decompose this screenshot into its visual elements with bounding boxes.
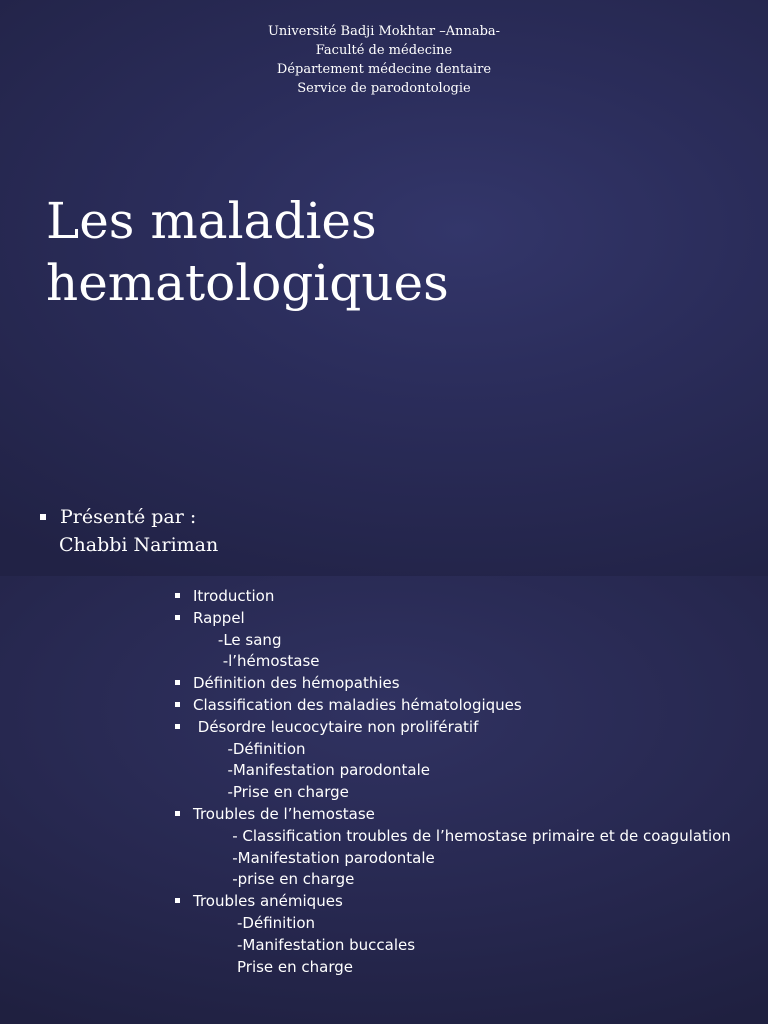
outline-subitem — [175, 651, 755, 673]
outline-subitem — [175, 630, 755, 652]
outline-item — [175, 586, 755, 608]
outline-item-text: Prise en charge — [237, 957, 354, 976]
outline-item-text: -Définition — [237, 913, 316, 932]
outline-item — [175, 891, 755, 913]
outline-subitem — [175, 782, 755, 804]
indent-space — [175, 761, 227, 779]
service-name: Service de parodontologie — [297, 81, 471, 96]
square-bullet-icon — [40, 514, 46, 520]
outline-item-text: Troubles anémiques — [193, 892, 343, 911]
outline-subitem — [175, 869, 755, 891]
indent-space — [175, 870, 232, 888]
indent-space — [175, 783, 227, 801]
outline-item-text: Rappel — [193, 608, 245, 627]
outline-subitem — [175, 739, 755, 761]
outline-item — [175, 717, 755, 739]
outline-item — [175, 804, 755, 826]
outline-item-text: - Classification troubles de l’hemostase primaire et de coagulation — [232, 826, 731, 845]
department-name: Département médecine dentaire — [276, 62, 492, 77]
outline-subitem — [175, 848, 755, 870]
outline-subitem — [175, 826, 755, 848]
indent-space — [175, 958, 237, 976]
title-line-1: Les maladies — [46, 192, 377, 250]
outline-item-text: Classification des maladies hématologiques — [193, 695, 522, 714]
outline-item — [175, 673, 755, 695]
outline-item — [175, 695, 755, 717]
square-bullet-icon — [175, 724, 180, 729]
outline-item-text: Désordre leucocytaire non prolifératif — [193, 717, 479, 736]
indent-space — [175, 914, 237, 932]
indent-space — [175, 827, 232, 845]
faculty-name: Faculté de médecine — [315, 43, 453, 58]
indent-space — [175, 740, 227, 758]
outline-item-text: -Manifestation buccales — [237, 935, 416, 954]
outline-item-text: -Manifestation parodontale — [227, 761, 430, 780]
outline-item-text: -Le sang — [217, 630, 282, 649]
outline-subitem — [175, 957, 755, 979]
institution-header — [0, 22, 768, 98]
indent-space — [175, 631, 218, 649]
outline-item-text: -Manifestation parodontale — [232, 848, 435, 867]
outline-item-text: Troubles de l’hemostase — [193, 804, 375, 823]
outline-subitem — [175, 760, 755, 782]
presentation-title — [46, 190, 449, 314]
square-bullet-icon — [175, 898, 180, 903]
indent-space — [175, 936, 237, 954]
square-bullet-icon — [175, 702, 180, 707]
presenter-name: Chabbi Nariman — [59, 534, 219, 556]
outline-item-text: -prise en charge — [232, 870, 355, 889]
outline-subitem — [175, 935, 755, 957]
square-bullet-icon — [175, 811, 180, 816]
university-name: Université Badji Mokhtar –Annaba- — [267, 24, 501, 39]
outline-item-text: Itroduction — [193, 587, 275, 605]
square-bullet-icon — [175, 615, 180, 620]
outline-slide — [0, 576, 768, 1024]
square-bullet-icon — [175, 593, 180, 598]
presented-by-label: Présenté par : — [60, 506, 197, 528]
outline-item — [175, 608, 755, 630]
square-bullet-icon — [175, 680, 180, 685]
outline-item-text: -l’hémostase — [222, 652, 320, 671]
title-line-2: hematologiques — [46, 254, 449, 312]
indent-space — [175, 849, 232, 867]
outline-item-text: -Définition — [227, 739, 306, 758]
outline-subitem — [175, 913, 755, 935]
outline-list — [175, 586, 755, 978]
outline-item-text: Définition des hémopathies — [193, 674, 400, 693]
presenter-block — [40, 503, 218, 559]
outline-item-text: -Prise en charge — [227, 783, 349, 802]
indent-space — [175, 652, 223, 670]
